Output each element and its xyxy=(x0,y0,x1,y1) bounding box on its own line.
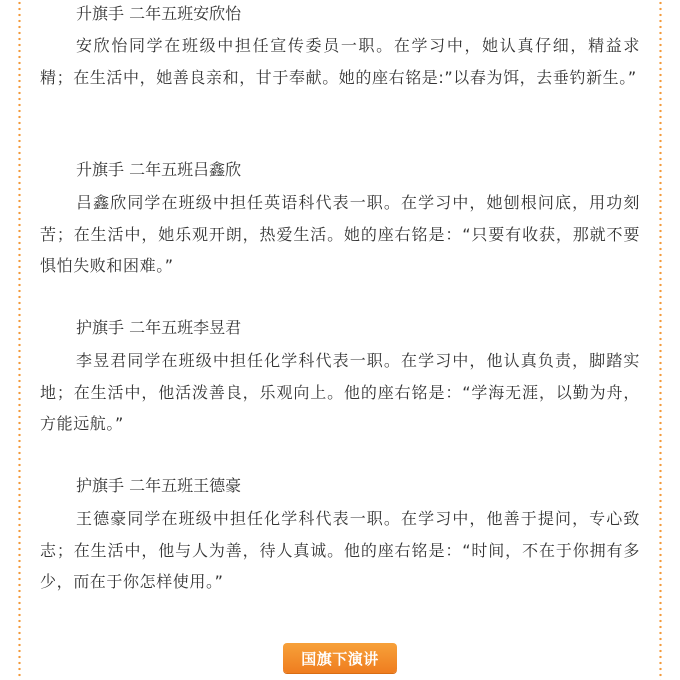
entry-title: 升旗手 二年五班吕鑫欣 xyxy=(76,160,242,179)
entry-body: 安欣怡同学在班级中担任宣传委员一职。在学习中，她认真仔细，精益求精；在生活中，她善良亲和，甘于奉献。她的座右铭是:”以春为饵，去垂钓新生。” xyxy=(40,36,640,87)
entry-title: 升旗手 二年五班安欣怡 xyxy=(76,4,242,23)
left-dotted-border xyxy=(18,0,21,680)
section-banner-label: 国旗下演讲 xyxy=(301,649,379,668)
entry-body: 吕鑫欣同学在班级中担任英语科代表一职。在学习中，她刨根问底，用功刻苦；在生活中，她乐观开朗，热爱生活。她的座右铭是：“只要有收获，那就不要惧怕失败和困难。” xyxy=(40,193,640,275)
entry-body: 李昱君同学在班级中担任化学科代表一职。在学习中，他认真负责，脚踏实地；在生活中，他活泼善良，乐观向上。他的座右铭是：“学海无涯，以勤为舟，方能远航。” xyxy=(40,351,640,433)
entry-body: 王德豪同学在班级中担任化学科代表一职。在学习中，他善于提问，专心致志；在生活中，他与人为善，待人真诚。他的座右铭是：“时间，不在于你拥有多少，而在于你怎样使用。” xyxy=(40,509,640,591)
entry-title: 护旗手 二年五班李昱君 xyxy=(76,318,242,337)
right-dotted-border xyxy=(659,0,662,680)
section-banner xyxy=(283,643,397,673)
entry-title: 护旗手 二年五班王德豪 xyxy=(76,476,242,495)
